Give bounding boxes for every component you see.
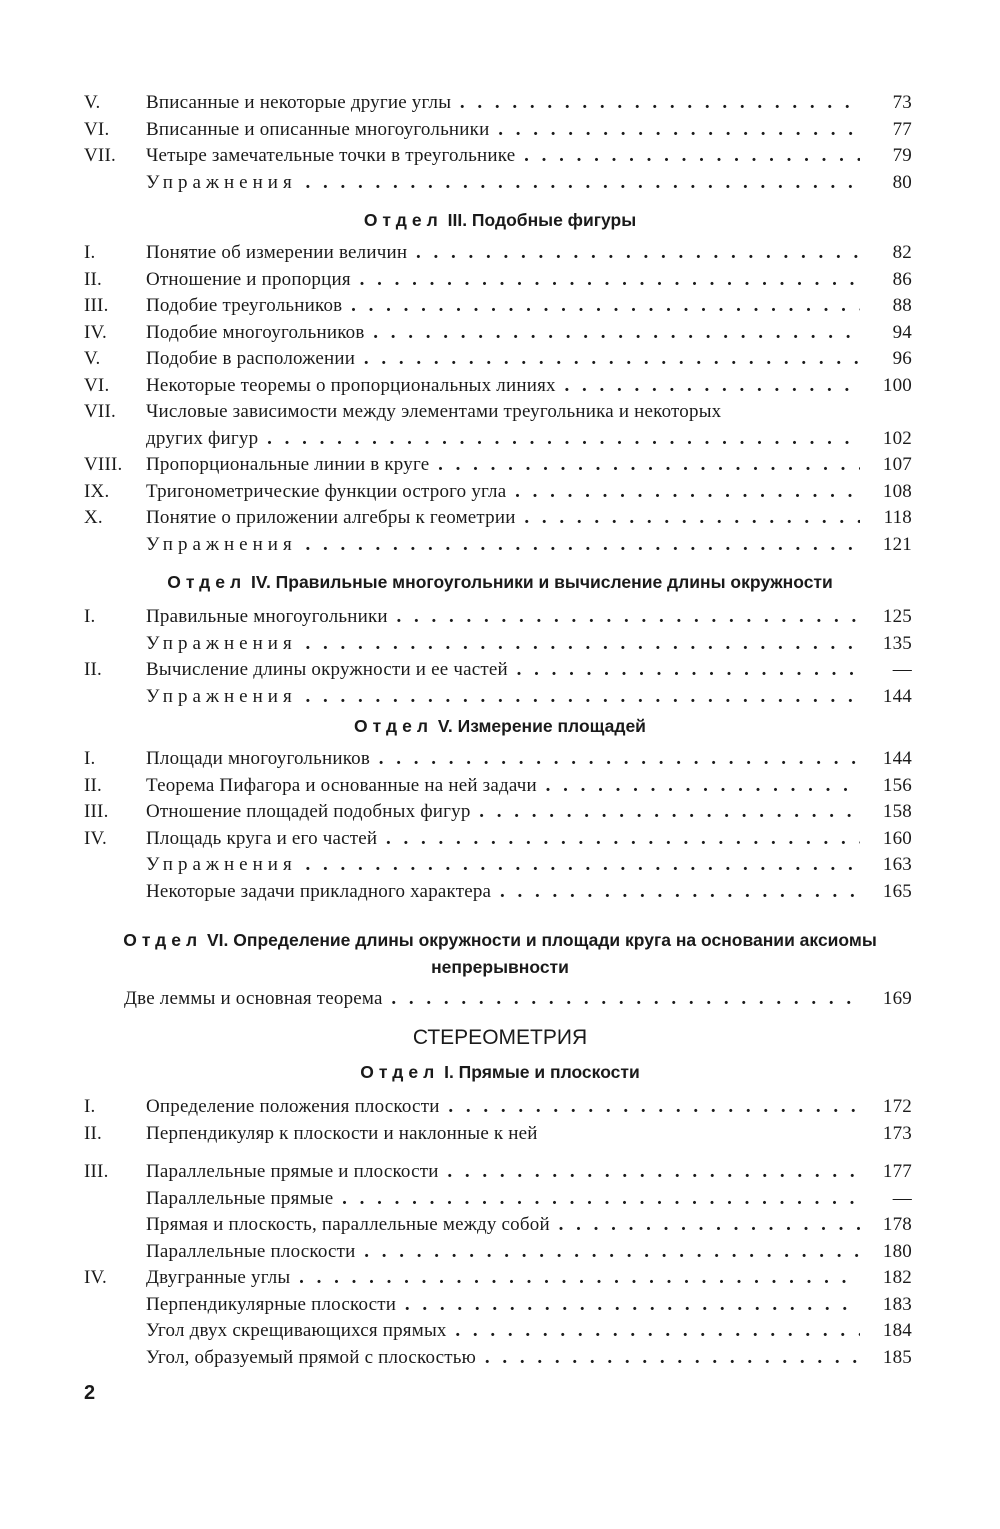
toc-page-ref: 172 (882, 1096, 912, 1117)
toc-title: Упражнения . . . (146, 170, 860, 197)
toc-page-ref: 144 (882, 748, 912, 769)
toc-title: Параллельные прямые . . . (146, 1186, 860, 1213)
toc-row (0, 879, 1000, 906)
toc-number: VII. (84, 145, 116, 166)
toc-title: Упражнения . . . (146, 852, 860, 879)
section-heading-part6-line2 (0, 957, 1000, 978)
toc-row (0, 293, 1000, 320)
toc-row (0, 826, 1000, 853)
toc-row (0, 532, 1000, 559)
toc-row (0, 117, 1000, 144)
section-title: IV. Правильные многоугольники и вычисление длины окружности (251, 572, 833, 592)
toc-page-ref: 184 (882, 1320, 912, 1341)
toc-page-ref: 177 (882, 1161, 912, 1182)
toc-number: III. (84, 801, 109, 822)
toc-section-part6 (0, 986, 1000, 1013)
section-title-continuation: непрерывности (431, 957, 569, 977)
toc-page-ref: 121 (882, 533, 912, 555)
section-heading-part5 (0, 716, 1000, 737)
toc-row (0, 1239, 1000, 1266)
toc-row (0, 1186, 1000, 1213)
toc-row (0, 240, 1000, 267)
toc-title: Подобие треугольников . . . (146, 293, 860, 320)
toc-title: Прямая и плоскость, параллельные между собой . . . (146, 1212, 860, 1239)
toc-row (0, 631, 1000, 658)
toc-title: Правильные многоугольники . . . (146, 604, 860, 631)
toc-title: Числовые зависимости между элементами треугольника и некоторых (146, 401, 722, 422)
toc-row (0, 746, 1000, 773)
toc-page-ref: 185 (882, 1346, 912, 1368)
toc-row (0, 143, 1000, 170)
toc-section-part5 (0, 746, 1000, 905)
toc-page-ref: 165 (882, 880, 912, 902)
toc-title: Две леммы и основная теорема . . . (124, 986, 860, 1013)
stereometry-title: СТЕРЕОМЕТРИЯ (412, 1026, 588, 1049)
toc-title: Пропорциональные линии в круге . . . (146, 452, 860, 479)
section-heading-part6 (0, 930, 1000, 951)
section-label: Отдел (360, 1062, 440, 1082)
toc-page-ref: 79 (892, 145, 912, 166)
toc-page-ref: 82 (892, 242, 912, 263)
toc-title: Вписанные и описанные многоугольники . . . (146, 117, 860, 144)
toc-page-ref: 118 (883, 507, 912, 528)
toc-title: Вычисление длины окружности и ее частей . . . (146, 657, 860, 684)
toc-page-ref: 107 (882, 454, 912, 475)
toc-title: Вписанные и некоторые другие углы . . . (146, 90, 860, 117)
toc-page-ref: 135 (882, 632, 912, 654)
toc-page-ref: 94 (892, 321, 912, 343)
toc-row (0, 452, 1000, 479)
toc-page-ref: 100 (882, 374, 912, 396)
toc-row (0, 373, 1000, 400)
toc-title: Упражнения . . . (146, 532, 860, 559)
toc-number: II. (84, 774, 103, 796)
toc-row (0, 1121, 1000, 1148)
toc-number: VI. (84, 374, 110, 396)
toc-section-stereo-part1 (0, 1094, 1000, 1371)
toc-title: Некоторые задачи прикладного характера . . . (146, 879, 860, 906)
toc-page-ref: — (892, 1187, 912, 1209)
toc-row (0, 657, 1000, 684)
toc-page-ref: 163 (882, 854, 912, 875)
section-label: Отдел (354, 716, 433, 736)
toc-number: I. (84, 748, 96, 769)
toc-title: Подобие в расположении . . . (146, 346, 860, 373)
toc-row (0, 90, 1000, 117)
toc-number: II. (84, 1122, 103, 1144)
toc-title: Некоторые теоремы о пропорциональных линиях . . . (146, 373, 860, 400)
toc-title: Отношение площадей подобных фигур . . . (146, 799, 860, 826)
toc-page-ref: 125 (882, 606, 912, 627)
toc-row (0, 479, 1000, 506)
toc-number: VIII. (84, 454, 123, 475)
toc-title: Площадь круга и его частей . . . (146, 826, 860, 853)
toc-page-ref: 180 (882, 1240, 912, 1262)
toc-title: Четыре замечательные точки в треугольнике . . . (146, 143, 860, 170)
toc-number: VI. (84, 118, 110, 140)
section-heading-part3 (0, 210, 1000, 231)
toc-page-ref: 96 (892, 348, 912, 369)
toc-row (0, 505, 1000, 532)
toc-row (0, 346, 1000, 373)
toc-page-ref: 160 (882, 827, 912, 849)
toc-number: I. (84, 242, 96, 263)
toc-page-ref: 158 (882, 801, 912, 822)
toc-title: Упражнения . . . (146, 684, 860, 711)
toc-number: X. (84, 507, 103, 528)
section-title: V. Измерение площадей (437, 716, 646, 736)
toc-title: Двугранные углы . . . (146, 1265, 860, 1292)
toc-title-continuation: других фигур . . . (146, 426, 860, 453)
toc-page-ref: 108 (882, 480, 912, 502)
toc-row (0, 1265, 1000, 1292)
toc-page-ref: 88 (892, 295, 912, 316)
toc-title: Перпендикуляр к плоскости и наклонные к ней (146, 1122, 538, 1144)
toc-page-ref: 182 (882, 1267, 912, 1288)
toc-page-ref: 144 (882, 685, 912, 707)
toc-title: Угол, образуемый прямой с плоскостью . . . (146, 1345, 860, 1372)
toc-page-ref: 156 (882, 774, 912, 796)
toc-number: IV. (84, 321, 107, 343)
toc-title: Отношение и пропорция . . . (146, 267, 860, 294)
toc-title: Понятие о приложении алгебры к геометрии . . . (146, 505, 860, 532)
section-heading-part4 (0, 572, 1000, 593)
toc-title: Теорема Пифагора и основанные на ней задачи . . . (146, 773, 860, 800)
toc-number: II. (84, 659, 103, 680)
page-number: 2 (84, 1382, 96, 1404)
section-title: I. Прямые и плоскости (444, 1062, 640, 1082)
toc-number: IX. (84, 480, 110, 502)
toc-number: III. (84, 1161, 109, 1182)
toc-row (0, 684, 1000, 711)
toc-row (0, 852, 1000, 879)
toc-row (0, 267, 1000, 294)
toc-title: Подобие многоугольников . . . (146, 320, 860, 347)
section-label: Отдел (363, 210, 443, 230)
toc-page-ref: 86 (892, 268, 912, 290)
toc-row (0, 986, 1000, 1013)
toc-row (0, 170, 1000, 197)
toc-number: V. (84, 92, 101, 113)
toc-number: IV. (84, 827, 107, 849)
toc-row (0, 1345, 1000, 1372)
toc-page-ref: 173 (882, 1122, 912, 1144)
toc-section-part3 (0, 240, 1000, 558)
section-title: III. Подобные фигуры (447, 210, 637, 230)
toc-title: Понятие об измерении величин . . . (146, 240, 860, 267)
toc-section-part2-tail (0, 90, 1000, 196)
section-title: VI. Определение длины окружности и площади круга на основании аксиомы (207, 930, 877, 950)
toc-row-continuation (0, 426, 1000, 453)
toc-page-ref: 102 (882, 427, 912, 449)
toc-number: II. (84, 268, 103, 290)
toc-number: III. (84, 295, 109, 316)
toc-title: Определение положения плоскости . . . (146, 1094, 860, 1121)
toc-title: Упражнения . . . (146, 631, 860, 658)
toc-row (0, 1212, 1000, 1239)
toc-section-part4 (0, 604, 1000, 710)
toc-row (0, 799, 1000, 826)
toc-page-ref: — (892, 659, 912, 680)
section-heading-stereo-part1 (0, 1062, 1000, 1083)
toc-row (0, 1159, 1000, 1186)
toc-page-ref: 73 (892, 92, 912, 113)
section-label: Отдел (123, 930, 203, 950)
toc-number: IV. (84, 1267, 107, 1288)
toc-number: I. (84, 1096, 96, 1117)
toc-title: Площади многоугольников . . . (146, 746, 860, 773)
section-label: Отдел (167, 572, 247, 592)
toc-page-ref: 178 (882, 1214, 912, 1235)
toc-title: Перпендикулярные плоскости . . . (146, 1292, 860, 1319)
toc-row (0, 604, 1000, 631)
toc-page-ref: 169 (882, 988, 912, 1009)
toc-row (0, 1318, 1000, 1345)
toc-title: Угол двух скрещивающихся прямых . . . (146, 1318, 860, 1345)
toc-title: Параллельные прямые и плоскости . . . (146, 1159, 860, 1186)
toc-page-ref: 183 (882, 1293, 912, 1315)
toc-number: V. (84, 348, 101, 369)
toc-row (0, 399, 1000, 426)
toc-title: Тригонометрические функции острого угла . . . (146, 479, 860, 506)
toc-row (0, 773, 1000, 800)
toc-title: Параллельные плоскости . . . (146, 1239, 860, 1266)
toc-row (0, 1292, 1000, 1319)
toc-number: I. (84, 606, 96, 627)
toc-row (0, 320, 1000, 347)
toc-page-ref: 80 (892, 171, 912, 193)
toc-row (0, 1094, 1000, 1121)
toc-page-ref: 77 (892, 118, 912, 140)
toc-number: VII. (84, 401, 116, 422)
